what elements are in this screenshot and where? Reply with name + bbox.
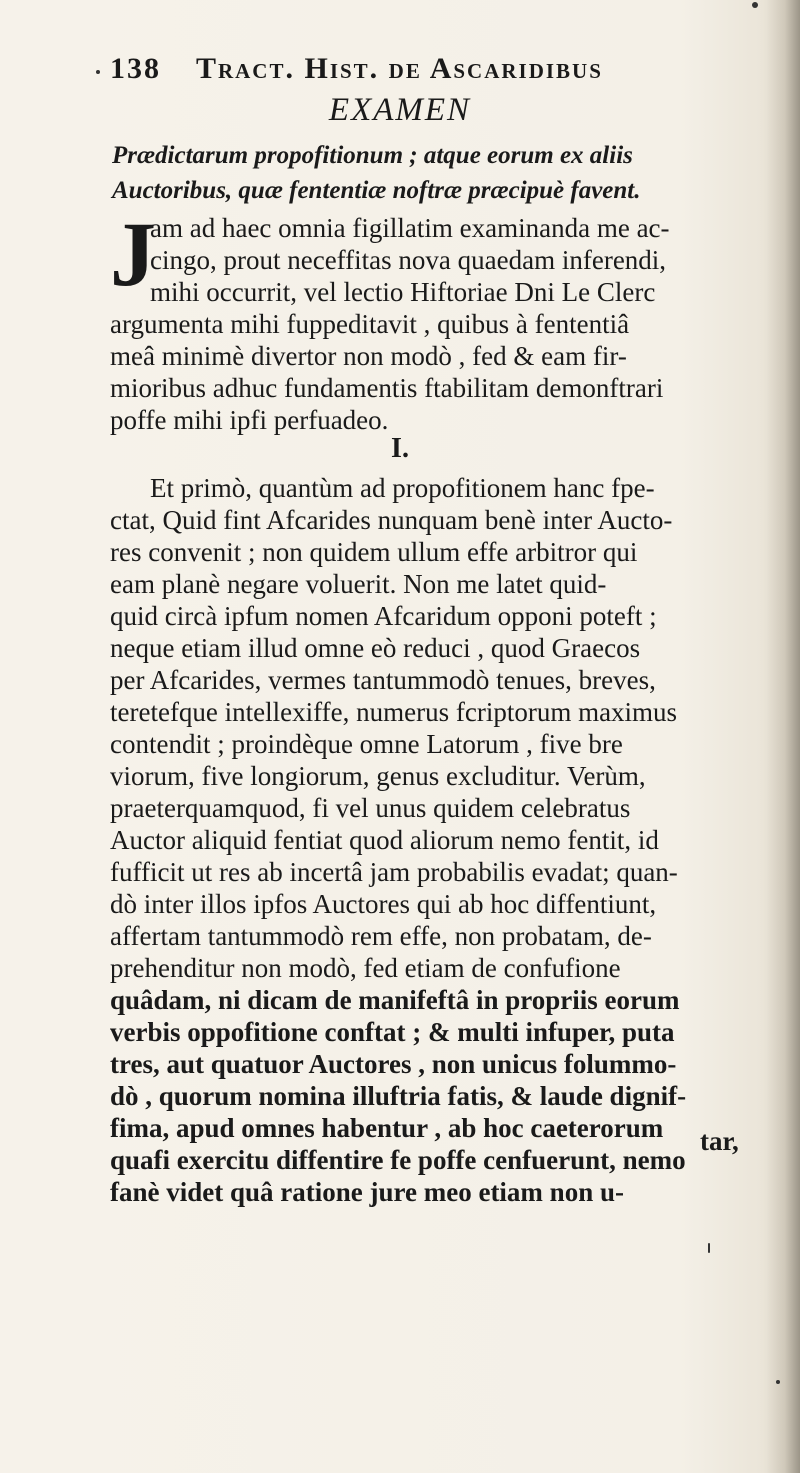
text-line: res convenit ; non quidem ullum effe arbitror qui <box>110 537 638 567</box>
drop-cap: J <box>110 203 156 305</box>
catchword: tar, <box>700 1126 739 1156</box>
text-line: per Afcarides, vermes tantummodò tenues, breves, <box>110 665 656 695</box>
text-line: eam planè negare voluerit. Non me latet quid- <box>110 569 607 599</box>
text-line: tres, aut quatuor Auctores , non unicus folummo- <box>110 1049 677 1079</box>
text-line: Auctor aliquid fentiat quod aliorum nemo fentit, id <box>110 825 659 855</box>
section-subtitle <box>112 138 752 208</box>
section-numeral: I. <box>391 433 409 464</box>
text-line: Et primò, quantùm ad propofitionem hanc fpe- <box>150 473 655 503</box>
ink-speck <box>96 70 100 74</box>
text-line: teretefque intellexiffe, numerus fcriptorum maximus <box>110 697 678 727</box>
text-line: cingo, prout neceffitas nova quaedam inferendi, <box>150 245 667 275</box>
text-line: am ad haec omnia figillatim examinanda me ac- <box>150 213 670 243</box>
text-line: fima, apud omnes habentur , ab hoc caeterorum <box>110 1113 664 1143</box>
ink-speck <box>776 1380 780 1384</box>
text-line: quâdam, ni dicam de manifeftâ in propriis eorum <box>110 985 680 1015</box>
text-line: mihi occurrit, vel lectio Hiftoriae Dni Le Clerc <box>150 277 656 307</box>
page-number: 138 <box>110 52 161 85</box>
ink-speck <box>752 2 758 8</box>
ink-speck <box>708 1243 710 1253</box>
subtitle-line: Prædictarum propofitionum ; atque eorum ex aliis <box>112 142 633 169</box>
text-line: dò inter illos ipfos Auctores qui ab hoc diffentiunt, <box>110 889 657 919</box>
text-line: praeterquamquod, fi vel unus quidem celebratus <box>110 793 631 823</box>
running-header <box>110 52 750 86</box>
text-line: poffe mihi ipfi perfuadeo. <box>110 405 389 435</box>
text-line: ctat, Quid fint Afcarides nunquam benè inter Aucto- <box>110 505 673 535</box>
text-line: fufficit ut res ab incertâ jam probabilis evadat; quan- <box>110 857 678 887</box>
text-line: mioribus adhuc fundamentis ftabilitam demonftrari <box>110 373 664 403</box>
text-line: verbis oppofitione conftat ; & multi infuper, puta <box>110 1017 675 1047</box>
text-line: neque etiam illud omne eò reduci , quod Graecos <box>110 633 641 663</box>
text-line: viorum, five longiorum, genus excluditur. Verùm, <box>110 761 646 791</box>
text-line: quafi exercitu diffentire fe poffe cenfuerunt, nemo <box>110 1145 686 1175</box>
text-line: quid circà ipfum nomen Afcaridum opponi poteft ; <box>110 601 657 631</box>
text-line: dò , quorum nomina illuftria fatis, & laude dignif- <box>110 1081 687 1111</box>
paragraph-main <box>110 472 755 1208</box>
text-line: affertam tantummodò rem effe, non probatam, de- <box>110 921 652 951</box>
paragraph-intro <box>110 212 755 436</box>
text-line: fanè videt quâ ratione jure meo etiam non u- <box>110 1177 624 1207</box>
subtitle-line: Auctoribus, quæ fententiæ noftræ præcipuè favent. <box>112 177 641 204</box>
running-title: Tract. Hist. de Ascaridibus <box>195 52 603 85</box>
text-line: meâ minimè divertor non modò , fed & eam fir- <box>110 341 627 371</box>
text-line: argumenta mihi fuppeditavit , quibus à fententiâ <box>110 309 630 339</box>
section-title: EXAMEN <box>328 92 472 128</box>
text-line: contendit ; proindèque omne Latorum , five bre <box>110 729 623 759</box>
text-line: prehenditur non modò, fed etiam de confufione <box>110 953 621 983</box>
page-edge-shadow <box>766 0 800 1473</box>
